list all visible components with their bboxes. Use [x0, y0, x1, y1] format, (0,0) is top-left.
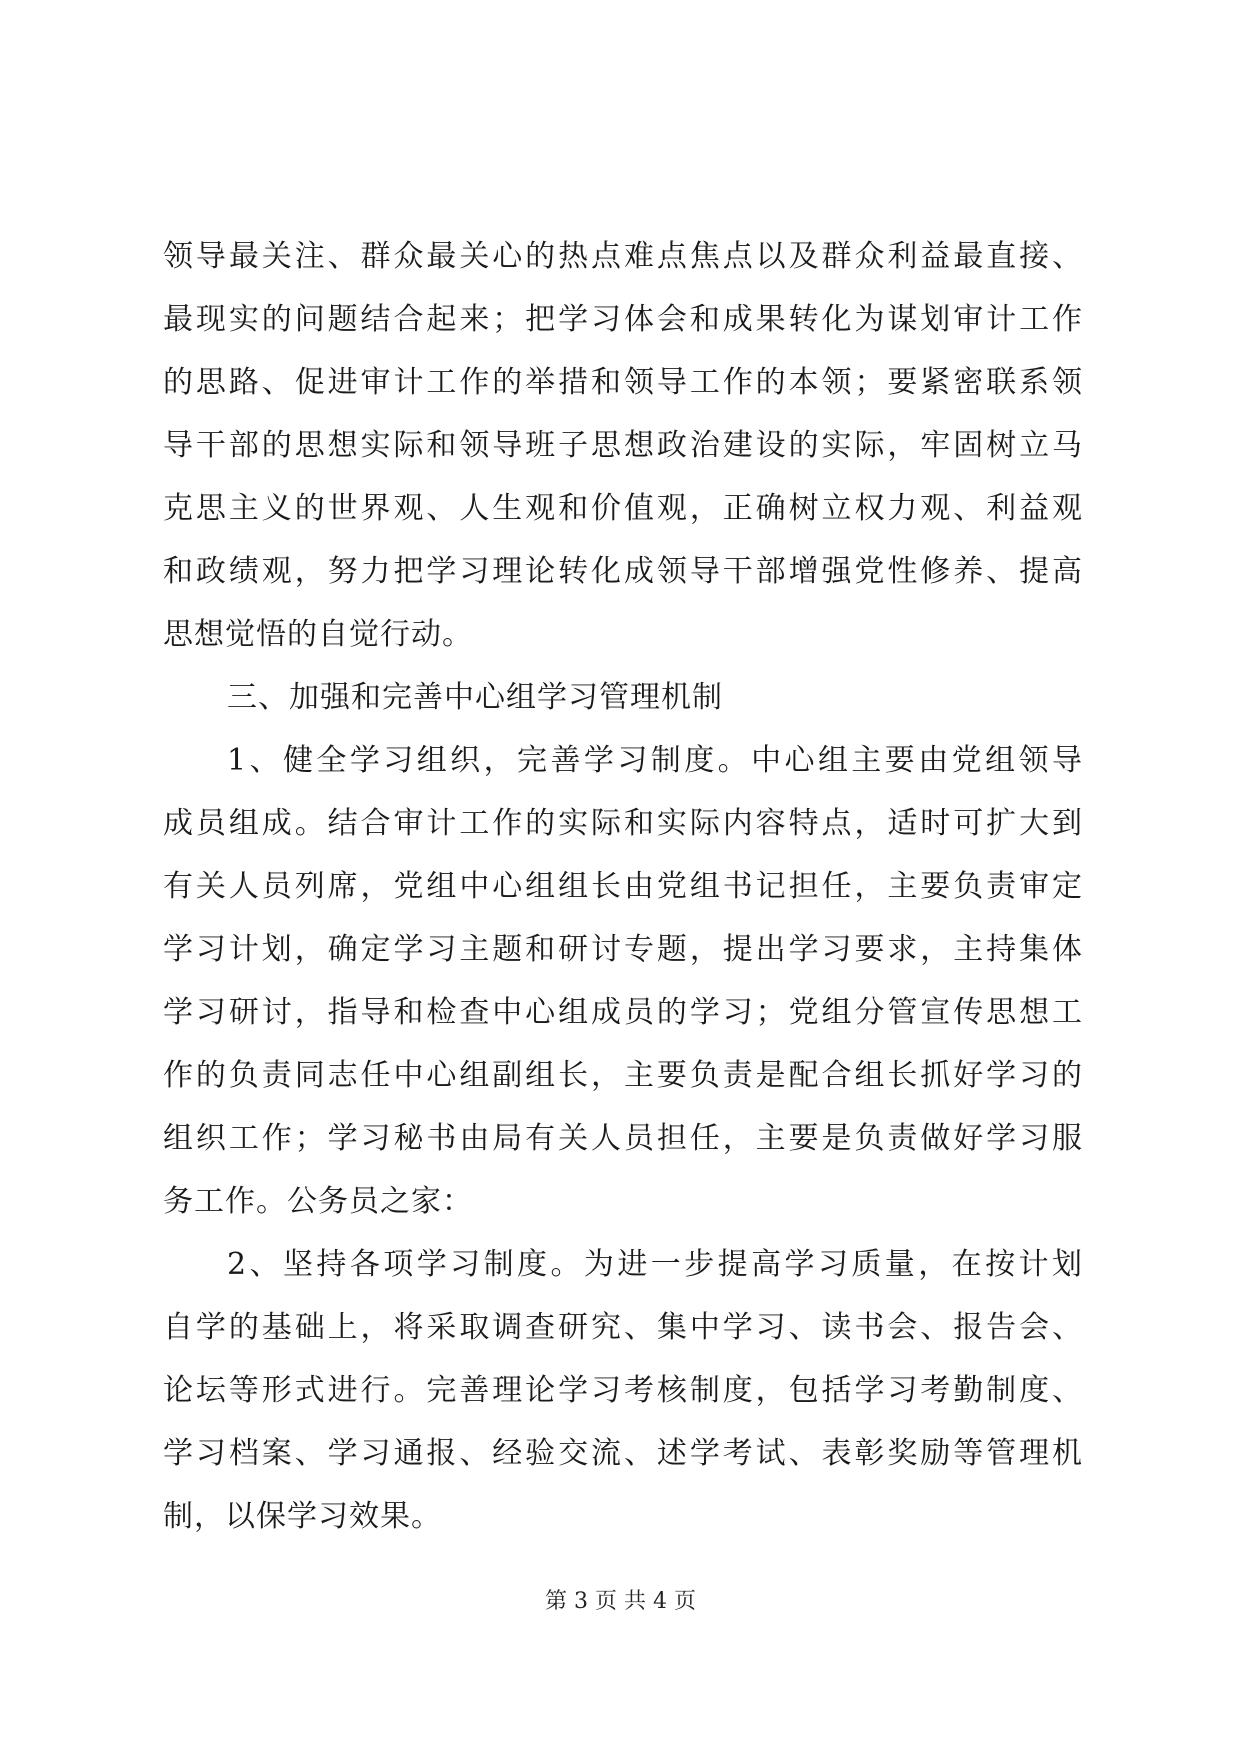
text-line: 克思主义的世界观、人生观和价值观，正确树立权力观、利益观	[163, 491, 1083, 526]
page-footer: 第 3 页 共 4 页	[545, 1589, 696, 1614]
text-line: 自学的基础上，将采取调查研究、集中学习、读书会、报告会、	[163, 1310, 1083, 1345]
text-line: 最现实的问题结合起来；把学习体会和成果转化为谋划审计工作	[163, 302, 1083, 337]
text-line: 学习研讨，指导和检查中心组成员的学习；党组分管宣传思想工	[163, 995, 1083, 1030]
text-line: 1、健全学习组织，完善学习制度。中心组主要由党组领导	[227, 743, 1083, 778]
text-line: 学习档案、学习通报、经验交流、述学考试、表彰奖励等管理机	[163, 1436, 1083, 1471]
text-line: 组织工作；学习秘书由局有关人员担任，主要是负责做好学习服	[163, 1121, 1083, 1156]
text-line: 导干部的思想实际和领导班子思想政治建设的实际，牢固树立马	[163, 428, 1083, 463]
document-body	[163, 225, 1083, 1548]
text-line: 制，以保学习效果。	[163, 1499, 442, 1534]
text-line: 领导最关注、群众最关心的热点难点焦点以及群众利益最直接、	[163, 239, 1083, 274]
text-line: 思想觉悟的自觉行动。	[163, 617, 473, 652]
text-line: 和政绩观，努力把学习理论转化成领导干部增强党性修养、提高	[163, 554, 1083, 589]
text-line: 务工作。公务员之家：	[163, 1184, 473, 1219]
text-line: 有关人员列席，党组中心组组长由党组书记担任，主要负责审定	[163, 869, 1083, 904]
text-line: 2、坚持各项学习制度。为进一步提高学习质量，在按计划	[227, 1247, 1083, 1282]
text-line: 成员组成。结合审计工作的实际和实际内容特点，适时可扩大到	[163, 806, 1083, 841]
text-line: 论坛等形式进行。完善理论学习考核制度，包括学习考勤制度、	[163, 1373, 1083, 1408]
text-line: 的思路、促进审计工作的举措和领导工作的本领；要紧密联系领	[163, 365, 1083, 400]
text-line: 三、加强和完善中心组学习管理机制	[227, 680, 723, 715]
text-line: 作的负责同志任中心组副组长，主要负责是配合组长抓好学习的	[163, 1058, 1083, 1093]
text-line: 学习计划，确定学习主题和研讨专题，提出学习要求，主持集体	[163, 932, 1083, 967]
